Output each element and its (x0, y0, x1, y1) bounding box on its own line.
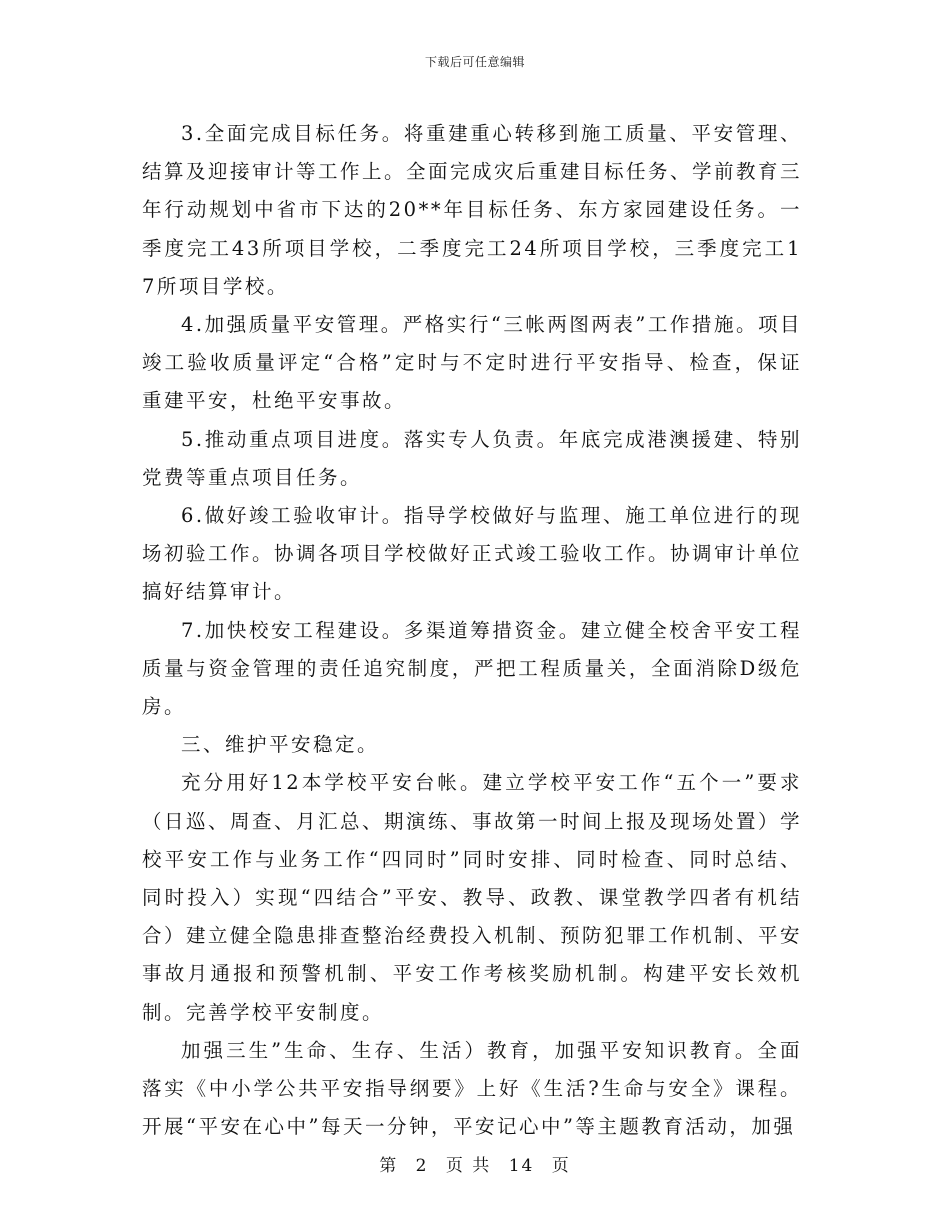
section-heading: 三、维护平安稳定。 (181, 733, 380, 757)
footer-page-number: 2 (415, 1156, 429, 1176)
page-header-note: 下载后可任意编辑 (424, 55, 525, 69)
paragraph-item-5: 5.推动重点项目进度。落实专人负责。年底完成港澳援建、特别党费等重点项目任务。 (142, 427, 802, 489)
paragraph-safety-ledger: 充分用好12本学校平安台帐。建立学校平安工作“五个一”要求（日巡、周查、月汇总、期演练、事故第一时间上报及现场处置）学校平安工作与业务工作“四同时”同时安排、同时检查、同时总结、同时投入）实现“四结合”平安、教导、政教、课堂教学四者有机结合）建立健全隐患排查整治经费投入机制、预防犯罪工作机制、平安事故月通报和预警机制、平安工作考核奖励机制。构建平安长效机制。完善学校平安制度。 (142, 771, 803, 1024)
paragraph-item-4: 4.加强质量平安管理。严格实行“三帐两图两表”工作措施。项目竣工验收质量评定“合格”定时与不定时进行平安指导、检查，保证重建平安，杜绝平安事故。 (142, 313, 802, 413)
footer-suffix: 页 (551, 1156, 571, 1176)
footer-prefix: 第 (379, 1156, 399, 1176)
document-body (142, 115, 802, 1146)
footer-total-pages: 14 (508, 1156, 535, 1176)
page-footer (0, 1155, 950, 1177)
footer-middle: 页 共 (445, 1156, 492, 1176)
paragraph-item-7: 7.加快校安工程建设。多渠道筹措资金。建立健全校舍平安工程质量与资金管理的责任追究制度，严把工程质量关，全面消除D级危房。 (142, 618, 802, 719)
paragraph-safety-education: 加强三生”生命、生存、生活）教育，加强平安知识教育。全面落实《中小学公共平安指导纲要》上好《生活?生命与安全》课程。开展“平安在心中”每天一分钟，平安记心中”等主题教育活动，加强 (142, 1038, 802, 1139)
paragraph-item-3: 3.全面完成目标任务。将重建重心转移到施工质量、平安管理、结算及迎接审计等工作上。全面完成灾后重建目标任务、学前教育三年行动规划中省市下达的20**年目标任务、东方家园建设任务。一季度完工43所项目学校，二季度完工24所项目学校，三季度完工17所项目学校。 (142, 122, 803, 298)
paragraph-item-6: 6.做好竣工验收审计。指导学校做好与监理、施工单位进行的现场初验工作。协调各项目学校做好正式竣工验收工作。协调审计单位搞好结算审计。 (142, 504, 803, 604)
